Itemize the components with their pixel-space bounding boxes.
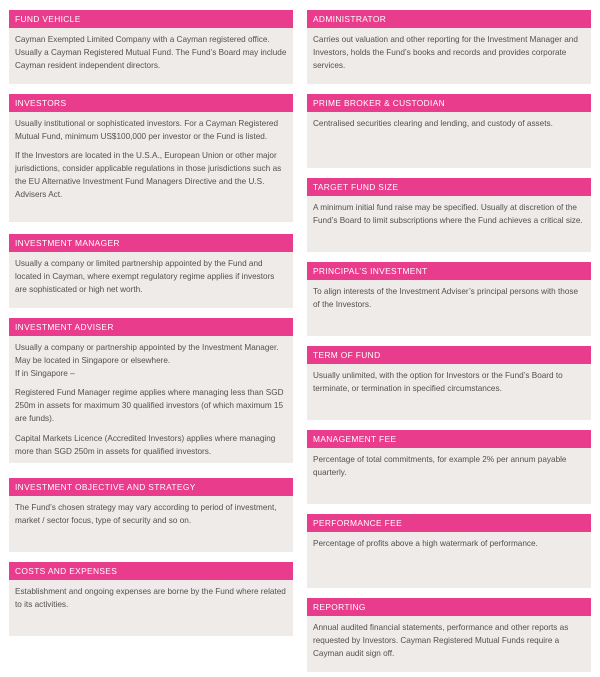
card-investment-objective bbox=[9, 478, 293, 552]
card-title: INVESTORS bbox=[9, 94, 293, 112]
card-body bbox=[307, 532, 591, 588]
card-text: Usually institutional or sophisticated investors. For a Cayman Registered Mutual Fund, minimum US$100,000 per investor or the Fund is listed. bbox=[15, 119, 279, 142]
card-title: REPORTING bbox=[307, 598, 591, 616]
card-title: FUND VEHICLE bbox=[9, 10, 293, 28]
card-body bbox=[307, 112, 591, 168]
card-text: Registered Fund Manager regime applies where managing less than SGD 250m in assets for maximum 30 qualified investors (of which maximum 15 are funds). bbox=[15, 388, 284, 424]
card-title: COSTS AND EXPENSES bbox=[9, 562, 293, 580]
card-text: To align interests of the Investment Adviser’s principal persons with those of the Investors. bbox=[313, 287, 579, 310]
card-body bbox=[9, 112, 293, 222]
card-body bbox=[307, 616, 591, 672]
card-text: If in Singapore – bbox=[15, 369, 75, 379]
card-body bbox=[9, 336, 293, 463]
card-text: Annual audited financial statements, performance and other reports as requested by Investors. Cayman Registered Mutual Funds require a Cayman audit sign off. bbox=[313, 623, 569, 659]
card-text: Centralised securities clearing and lending, and custody of assets. bbox=[313, 119, 553, 128]
card-text: Usually unlimited, with the option for Investors or the Fund’s Board to terminate, or termination in specified circumstances. bbox=[313, 371, 563, 394]
card-investment-manager bbox=[9, 234, 293, 308]
card-reporting bbox=[307, 598, 591, 672]
card-text: Percentage of total commitments, for example 2% per annum payable quarterly. bbox=[313, 455, 567, 478]
card-body bbox=[9, 28, 293, 84]
card-prime-broker-custodian bbox=[307, 94, 591, 168]
card-body bbox=[9, 496, 293, 552]
card-investment-adviser bbox=[9, 318, 293, 463]
card-text: A minimum initial fund raise may be specified. Usually at discretion of the Fund’s Board to limit subscriptions where the Fund achieves a critical size. bbox=[313, 203, 583, 226]
card-performance-fee bbox=[307, 514, 591, 588]
card-term-of-fund bbox=[307, 346, 591, 420]
card-text: Capital Markets Licence (Accredited Investors) applies where managing more than SGD 250m in assets for qualified investors. bbox=[15, 433, 276, 456]
card-body bbox=[307, 196, 591, 252]
card-title: MANAGEMENT FEE bbox=[307, 430, 591, 448]
card-title: INVESTMENT ADVISER bbox=[9, 318, 293, 336]
card-fund-vehicle bbox=[9, 10, 293, 84]
card-text: Usually a company or limited partnership appointed by the Fund and located in Cayman, where exempt regulatory regime applies if investors are sophisticated or high net worth. bbox=[15, 259, 275, 295]
card-title: ADMINISTRATOR bbox=[307, 10, 591, 28]
card-principals-investment bbox=[307, 262, 591, 336]
card-administrator bbox=[307, 10, 591, 84]
card-text: Establishment and ongoing expenses are borne by the Fund where related to its activities. bbox=[15, 587, 286, 610]
card-text: Usually a company or partnership appointed by the Investment Manager. May be located in Singapore or elsewhere. bbox=[15, 343, 279, 366]
card-text: Cayman Exempted Limited Company with a Cayman registered office. Usually a Cayman Registered Mutual Fund. The Fund’s Board may include Cayman resident independent directors. bbox=[15, 35, 287, 71]
card-body bbox=[9, 252, 293, 308]
card-investors bbox=[9, 94, 293, 222]
card-body bbox=[307, 28, 591, 84]
card-body bbox=[307, 280, 591, 336]
card-costs-expenses bbox=[9, 562, 293, 636]
card-body bbox=[307, 364, 591, 420]
card-body bbox=[9, 580, 293, 636]
card-text: If the Investors are located in the U.S.A., European Union or other major jurisdictions, consider applicable regulations in those jurisdictions such as the EU Alternative Investment Fund Managers Directive and the U.S. Advisers Act. bbox=[15, 151, 282, 200]
card-text: Carries out valuation and other reporting for the Investment Manager and Investors, holds the Fund’s books and records and provides corporate services. bbox=[313, 35, 578, 71]
card-title: TARGET FUND SIZE bbox=[307, 178, 591, 196]
card-title: PRINCIPAL’S INVESTMENT bbox=[307, 262, 591, 280]
card-title: TERM OF FUND bbox=[307, 346, 591, 364]
card-text: The Fund’s chosen strategy may vary according to period of investment, market / sector focus, type of security and so on. bbox=[15, 503, 277, 526]
card-title: PERFORMANCE FEE bbox=[307, 514, 591, 532]
card-title: PRIME BROKER & CUSTODIAN bbox=[307, 94, 591, 112]
card-target-fund-size bbox=[307, 178, 591, 252]
card-text: Percentage of profits above a high watermark of performance. bbox=[313, 539, 538, 548]
card-management-fee bbox=[307, 430, 591, 504]
card-title: INVESTMENT OBJECTIVE AND STRATEGY bbox=[9, 478, 293, 496]
card-body bbox=[307, 448, 591, 504]
card-title: INVESTMENT MANAGER bbox=[9, 234, 293, 252]
